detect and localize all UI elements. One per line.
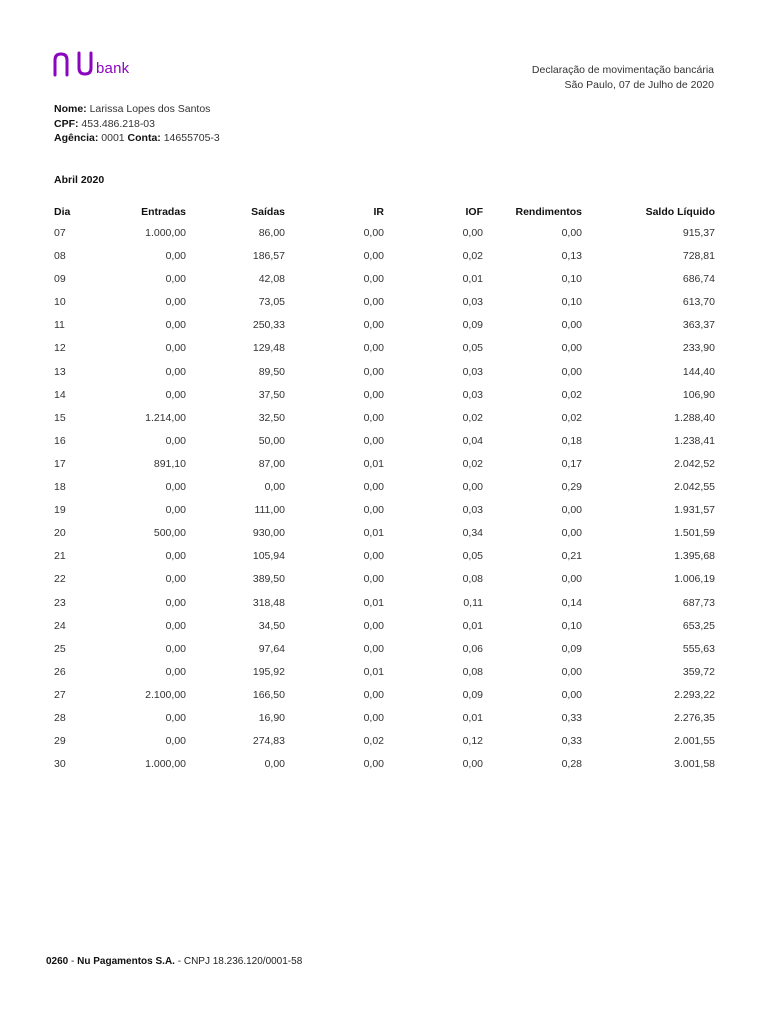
cell-rendimentos: 0,00 [561, 688, 582, 701]
cell-dia: 22 [54, 573, 66, 586]
client-account: 14655705-3 [163, 132, 220, 144]
cell-iof: 0,08 [462, 665, 483, 678]
cell-rendimentos: 0,13 [561, 250, 582, 263]
cell-iof: 0,03 [462, 365, 483, 378]
footer-company: Nu Pagamentos S.A. [77, 956, 175, 967]
cell-dia: 19 [54, 504, 66, 517]
client-name-line [54, 102, 220, 117]
cell-ir: 0,00 [363, 296, 384, 309]
footer-cnpj: CNPJ 18.236.120/0001-58 [183, 956, 303, 967]
cell-ir: 0,00 [363, 481, 384, 494]
cell-saidas: 16,90 [258, 711, 285, 724]
cell-rendimentos: 0,00 [561, 527, 582, 540]
cell-rendimentos: 0,00 [561, 365, 582, 378]
cell-dia: 30 [54, 758, 66, 771]
cell-dia: 18 [54, 481, 66, 494]
cell-entradas: 500,00 [153, 527, 186, 540]
cell-dia: 14 [54, 388, 66, 401]
cell-iof: 0,04 [462, 434, 483, 447]
cell-rendimentos: 0,09 [561, 642, 582, 655]
table-row [54, 686, 715, 709]
cell-rendimentos: 0,18 [561, 434, 582, 447]
cell-ir: 0,00 [363, 619, 384, 632]
cell-saidas: 389,50 [252, 573, 285, 586]
cell-ir: 0,01 [363, 665, 384, 678]
cell-ir: 0,00 [363, 342, 384, 355]
table-row [54, 478, 715, 501]
cell-rendimentos: 0,00 [561, 319, 582, 332]
cell-saldo-liquido: 3.001,58 [674, 758, 715, 771]
cell-rendimentos: 0,02 [561, 388, 582, 401]
cell-saidas: 87,00 [258, 457, 285, 470]
cell-entradas: 1.000,00 [145, 758, 186, 771]
statement-period: Abril 2020 [54, 174, 105, 186]
cell-saidas: 42,08 [258, 273, 285, 286]
cell-saidas: 37,50 [258, 388, 285, 401]
table-row [54, 663, 715, 686]
cell-saldo-liquido: 687,73 [682, 596, 715, 609]
cell-iof: 0,01 [462, 619, 483, 632]
cell-ir: 0,00 [363, 411, 384, 424]
cell-dia: 25 [54, 642, 66, 655]
cell-ir: 0,00 [363, 688, 384, 701]
cell-entradas: 0,00 [165, 619, 186, 632]
table-row [54, 524, 715, 547]
client-name: Larissa Lopes dos Santos [89, 103, 211, 115]
cell-saidas: 274,83 [252, 735, 285, 748]
cell-rendimentos: 0,21 [561, 550, 582, 563]
cell-rendimentos: 0,10 [561, 619, 582, 632]
table-header-row [54, 203, 715, 224]
cell-iof: 0,00 [462, 227, 483, 239]
cell-rendimentos: 0,10 [561, 273, 582, 286]
cell-entradas: 0,00 [165, 573, 186, 586]
cell-rendimentos: 0,00 [561, 573, 582, 586]
table-row [54, 594, 715, 617]
cell-ir: 0,01 [363, 596, 384, 609]
cell-entradas: 0,00 [165, 481, 186, 494]
cell-ir: 0,01 [363, 457, 384, 470]
cell-entradas: 0,00 [165, 665, 186, 678]
footer-code: 0260 [46, 956, 69, 967]
movement-table [54, 203, 715, 778]
cell-entradas: 0,00 [165, 296, 186, 309]
cell-ir: 0,00 [363, 365, 384, 378]
document-header [532, 63, 714, 93]
cell-iof: 0,09 [462, 688, 483, 701]
cell-dia: 07 [54, 227, 66, 239]
table-row [54, 709, 715, 732]
cell-saldo-liquido: 1.238,41 [674, 434, 715, 447]
cell-iof: 0,08 [462, 573, 483, 586]
cell-saidas: 0,00 [264, 481, 285, 494]
cell-dia: 13 [54, 365, 66, 378]
account-label: Conta: [127, 132, 161, 144]
cell-dia: 08 [54, 250, 66, 263]
cell-dia: 28 [54, 711, 66, 724]
cell-saldo-liquido: 653,25 [682, 619, 715, 632]
cell-saidas: 32,50 [258, 411, 285, 424]
cell-iof: 0,09 [462, 319, 483, 332]
cell-rendimentos: 0,10 [561, 296, 582, 309]
cell-dia: 16 [54, 434, 66, 447]
cell-dia: 27 [54, 688, 66, 701]
col-header-saidas: Saídas [251, 206, 285, 218]
cell-dia: 15 [54, 411, 66, 424]
cpf-label: CPF: [54, 117, 79, 130]
cell-entradas: 1.214,00 [145, 411, 186, 424]
cell-saldo-liquido: 2.276,35 [674, 711, 715, 724]
cell-rendimentos: 0,02 [561, 411, 582, 424]
client-info [54, 102, 220, 146]
cell-rendimentos: 0,33 [561, 711, 582, 724]
cell-saldo-liquido: 555,63 [682, 642, 715, 655]
cell-saidas: 0,00 [264, 758, 285, 771]
cell-iof: 0,05 [462, 550, 483, 563]
cell-saidas: 50,00 [258, 434, 285, 447]
cell-entradas: 0,00 [165, 596, 186, 609]
cell-ir: 0,00 [363, 642, 384, 655]
table-row [54, 732, 715, 755]
col-header-ir: IR [373, 206, 384, 218]
cell-iof: 0,02 [462, 250, 483, 263]
cell-dia: 20 [54, 527, 66, 540]
cell-saldo-liquido: 233,90 [682, 342, 715, 355]
col-header-dia: Dia [54, 206, 71, 218]
cell-saldo-liquido: 613,70 [682, 296, 715, 309]
cell-iof: 0,12 [462, 735, 483, 748]
cell-saldo-liquido: 1.395,68 [674, 550, 715, 563]
cell-saldo-liquido: 1.931,57 [674, 504, 715, 517]
col-header-entradas: Entradas [141, 206, 186, 218]
agency-label: Agência: [54, 132, 99, 144]
cell-saldo-liquido: 915,37 [682, 227, 715, 239]
cell-iof: 0,01 [462, 711, 483, 724]
cell-saldo-liquido: 1.288,40 [674, 411, 715, 424]
table-row [54, 293, 715, 316]
cell-saldo-liquido: 106,90 [682, 388, 715, 401]
page-footer: 0260 - Nu Pagamentos S.A. - CNPJ 18.236.120/0001-58 [46, 956, 303, 967]
cell-saldo-liquido: 363,37 [682, 319, 715, 332]
cell-saldo-liquido: 2.042,55 [674, 481, 715, 494]
cell-saldo-liquido: 2.001,55 [674, 735, 715, 748]
cell-dia: 24 [54, 619, 66, 632]
table-row [54, 640, 715, 663]
cell-entradas: 0,00 [165, 434, 186, 447]
cell-ir: 0,00 [363, 388, 384, 401]
cell-iof: 0,03 [462, 504, 483, 517]
cell-rendimentos: 0,00 [561, 342, 582, 355]
cell-dia: 10 [54, 296, 66, 309]
cell-dia: 26 [54, 665, 66, 678]
cell-saldo-liquido: 1.006,19 [674, 573, 715, 586]
cell-ir: 0,00 [363, 711, 384, 724]
cell-saidas: 73,05 [258, 296, 285, 309]
document-place-date: São Paulo, 07 de Julho de 2020 [564, 79, 714, 91]
table-row [54, 247, 715, 270]
cell-iof: 0,02 [462, 411, 483, 424]
cell-saldo-liquido: 144,40 [682, 365, 715, 378]
cell-rendimentos: 0,00 [561, 665, 582, 678]
cell-ir: 0,00 [363, 504, 384, 517]
cell-saidas: 34,50 [258, 619, 285, 632]
cell-iof: 0,06 [462, 642, 483, 655]
cell-ir: 0,01 [363, 527, 384, 540]
cell-entradas: 891,10 [153, 457, 186, 470]
cell-entradas: 0,00 [165, 365, 186, 378]
cell-entradas: 0,00 [165, 342, 186, 355]
table-row [54, 363, 715, 386]
cell-ir: 0,00 [363, 250, 384, 263]
cell-iof: 0,02 [462, 457, 483, 470]
cell-entradas: 0,00 [165, 273, 186, 286]
cell-iof: 0,05 [462, 342, 483, 355]
cell-dia: 29 [54, 735, 66, 748]
cell-entradas: 0,00 [165, 504, 186, 517]
cell-saidas: 111,00 [254, 504, 285, 517]
cell-saldo-liquido: 2.293,22 [674, 688, 715, 701]
cell-rendimentos: 0,28 [561, 758, 582, 771]
table-row [54, 755, 715, 778]
cell-saldo-liquido: 2.042,52 [674, 457, 715, 470]
cell-ir: 0,00 [363, 273, 384, 286]
cell-rendimentos: 0,17 [561, 457, 582, 470]
col-header-iof: IOF [465, 206, 483, 218]
cell-ir: 0,02 [363, 735, 384, 748]
cell-ir: 0,00 [363, 434, 384, 447]
cell-entradas: 0,00 [165, 250, 186, 263]
table-row [54, 547, 715, 570]
cell-rendimentos: 0,29 [561, 481, 582, 494]
cell-entradas: 0,00 [165, 550, 186, 563]
table-row [54, 316, 715, 339]
table-row [54, 432, 715, 455]
cell-entradas: 0,00 [165, 388, 186, 401]
cell-rendimentos: 0,33 [561, 735, 582, 748]
cell-saidas: 318,48 [252, 596, 285, 609]
cell-iof: 0,01 [462, 273, 483, 286]
cell-entradas: 1.000,00 [145, 227, 186, 239]
table-row [54, 409, 715, 432]
cell-ir: 0,00 [363, 758, 384, 771]
cell-dia: 21 [54, 550, 66, 563]
cell-saidas: 166,50 [252, 688, 285, 701]
cell-saldo-liquido: 1.501,59 [674, 527, 715, 540]
cell-iof: 0,34 [462, 527, 483, 540]
cell-rendimentos: 0,00 [561, 227, 582, 239]
col-header-rendimentos: Rendimentos [515, 206, 582, 218]
table-row [54, 270, 715, 293]
nubank-logo [52, 51, 129, 77]
cell-ir: 0,00 [363, 227, 384, 239]
client-account-line [54, 131, 220, 146]
cell-iof: 0,00 [462, 758, 483, 771]
table-row [54, 339, 715, 362]
cell-dia: 11 [54, 319, 65, 332]
cell-saidas: 250,33 [252, 319, 285, 332]
cell-saidas: 86,00 [258, 227, 285, 239]
cell-entradas: 2.100,00 [145, 688, 186, 701]
cell-dia: 12 [54, 342, 66, 355]
cell-rendimentos: 0,14 [561, 596, 582, 609]
cell-ir: 0,00 [363, 319, 384, 332]
cell-iof: 0,11 [463, 596, 483, 609]
cell-saidas: 930,00 [252, 527, 285, 540]
cell-saldo-liquido: 359,72 [682, 665, 715, 678]
cell-ir: 0,00 [363, 573, 384, 586]
nu-logo-icon [52, 51, 94, 77]
cell-iof: 0,03 [462, 388, 483, 401]
cell-iof: 0,03 [462, 296, 483, 309]
cell-entradas: 0,00 [165, 319, 186, 332]
table-row [54, 501, 715, 524]
table-row [54, 224, 715, 247]
cell-rendimentos: 0,00 [561, 504, 582, 517]
cell-dia: 09 [54, 273, 66, 286]
client-cpf: 453.486.218-03 [81, 117, 155, 130]
cell-dia: 23 [54, 596, 66, 609]
client-agency: 0001 [101, 132, 125, 144]
cell-saidas: 97,64 [258, 642, 285, 655]
name-label: Nome: [54, 103, 87, 115]
cell-entradas: 0,00 [165, 642, 186, 655]
cell-iof: 0,00 [462, 481, 483, 494]
cell-saldo-liquido: 686,74 [682, 273, 715, 286]
cell-dia: 17 [54, 457, 66, 470]
cell-saidas: 89,50 [258, 365, 285, 378]
client-cpf-line [54, 117, 220, 132]
cell-ir: 0,00 [363, 550, 384, 563]
cell-entradas: 0,00 [165, 735, 186, 748]
cell-saidas: 195,92 [252, 665, 285, 678]
cell-entradas: 0,00 [165, 711, 186, 724]
col-header-saldo-liquido: Saldo Líquido [645, 206, 715, 218]
table-row [54, 386, 715, 409]
cell-saidas: 105,94 [252, 550, 285, 563]
table-row [54, 570, 715, 593]
brand-text: bank [96, 60, 130, 77]
cell-saidas: 129,48 [252, 342, 285, 355]
cell-saidas: 186,57 [252, 250, 285, 263]
cell-saldo-liquido: 728,81 [682, 250, 715, 263]
table-row [54, 617, 715, 640]
table-row [54, 455, 715, 478]
document-title: Declaração de movimentação bancária [531, 64, 714, 76]
